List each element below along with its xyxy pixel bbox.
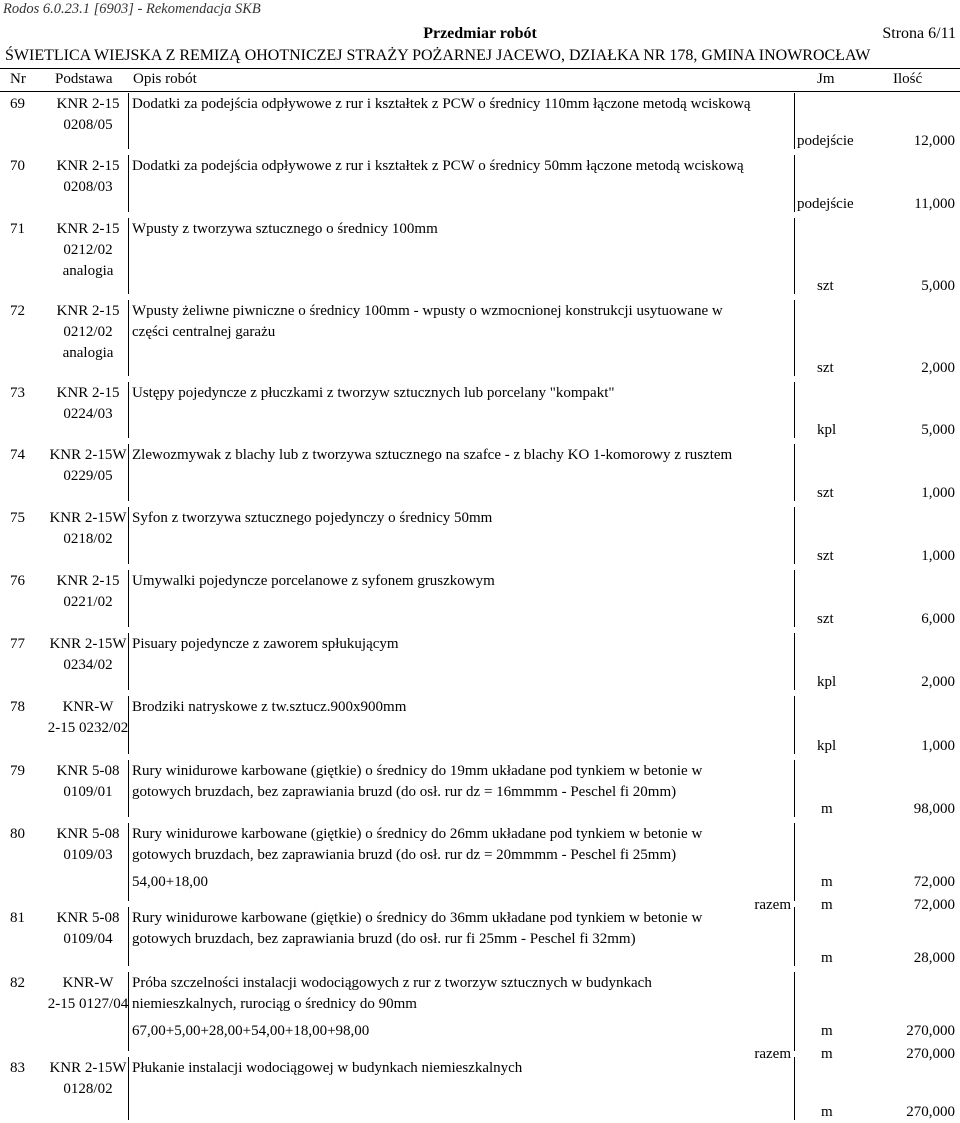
row-unit: kpl (817, 422, 837, 438)
row-number: 73 (10, 385, 25, 401)
col-header-ilosc: Ilość (893, 71, 923, 87)
row-basis: KNR 2-15 (56, 573, 120, 589)
row-number: 80 (10, 826, 25, 842)
row-basis: 0212/02 (63, 324, 113, 340)
row-qty: 270,000 (906, 1046, 955, 1062)
cell-border (794, 382, 795, 438)
row-qty: 5,000 (921, 422, 955, 438)
row-number: 77 (10, 636, 25, 652)
row-unit: kpl (817, 674, 837, 690)
row-razem-label: razem (754, 897, 791, 913)
row-qty: 2,000 (921, 674, 955, 690)
cell-border (794, 633, 795, 690)
row-qty: 98,000 (913, 801, 955, 817)
row-razem-label: razem (754, 1046, 791, 1062)
row-unit: szt (817, 360, 834, 376)
row-basis: 0109/04 (63, 931, 113, 947)
row-number: 71 (10, 221, 25, 237)
row-number: 83 (10, 1060, 25, 1076)
row-unit: podejście (797, 133, 854, 149)
row-basis: 2-15 0232/02 (47, 720, 129, 736)
cell-border (128, 696, 129, 754)
row-unit: kpl (817, 738, 837, 754)
cell-border (128, 507, 129, 564)
row-basis: KNR 5-08 (56, 826, 120, 842)
row-number: 81 (10, 910, 25, 926)
row-qty: 11,000 (914, 196, 955, 212)
row-basis: 0221/02 (63, 594, 113, 610)
cell-border (128, 382, 129, 438)
row-description: Dodatki za podejścia odpływowe z rur i kształtek z PCW o średnicy 50mm łączone metodą wciskową (132, 158, 744, 174)
row-qty: 2,000 (921, 360, 955, 376)
row-calc-qty: 270,000 (906, 1023, 955, 1039)
cell-border (794, 507, 795, 564)
row-unit: m (821, 1046, 833, 1062)
row-basis: KNR-W (62, 699, 114, 715)
row-basis: KNR 2-15W (49, 447, 127, 463)
row-basis: 0128/02 (63, 1081, 113, 1097)
app-title: Rodos 6.0.23.1 [6903] - Rekomendacja SKB (3, 1, 261, 17)
row-unit: szt (817, 485, 834, 501)
row-unit: m (821, 1104, 833, 1120)
row-basis: 0229/05 (63, 468, 113, 484)
cell-border (794, 972, 795, 1051)
row-description: gotowych bruzdach, bez zaprawiania bruzd (do osł. rur dz = 16mmmm - Peschel fi 20mm) (132, 784, 677, 800)
row-number: 82 (10, 975, 25, 991)
project-title: ŚWIETLICA WIEJSKA Z REMIZĄ OHOTNICZEJ STRAŻY POŻARNEJ JACEWO, DZIAŁKA NR 178, GMINA INOWROCŁAW (5, 47, 871, 64)
row-basis: 0212/02 (63, 242, 113, 258)
row-description: Wpusty z tworzywa sztucznego o średnicy 100mm (132, 221, 438, 237)
row-description: Płukanie instalacji wodociągowej w budynkach niemieszkalnych (132, 1060, 523, 1076)
cell-border (794, 444, 795, 501)
header-top-rule (0, 68, 960, 69)
row-basis: KNR 2-15W (49, 1060, 127, 1076)
cell-border (128, 907, 129, 966)
row-description: Wpusty żeliwne piwniczne o średnicy 100mm - wpusty o wzmocnionej konstrukcji usytuowane w (132, 303, 723, 319)
row-basis: KNR 2-15 (56, 385, 120, 401)
cell-border (128, 300, 129, 376)
row-number: 79 (10, 763, 25, 779)
row-description: Syfon z tworzywa sztucznego pojedynczy o średnicy 50mm (132, 510, 493, 526)
row-qty: 5,000 (921, 278, 955, 294)
row-basis: analogia (62, 345, 114, 361)
cell-border (128, 93, 129, 149)
cell-border (128, 155, 129, 212)
row-unit: szt (817, 548, 834, 564)
cell-border (794, 823, 795, 901)
row-calc-qty: 72,000 (913, 874, 955, 890)
row-unit: szt (817, 611, 834, 627)
row-description: Ustępy pojedyncze z płuczkami z tworzyw sztucznych lub porcelany "kompakt" (132, 385, 615, 401)
row-basis: analogia (62, 263, 114, 279)
row-basis: 0208/05 (63, 117, 113, 133)
row-description: niemieszkalnych, rurociąg o średnicy do 90mm (132, 996, 417, 1012)
row-basis: 0224/03 (63, 406, 113, 422)
row-basis: KNR 2-15W (49, 510, 127, 526)
row-description: Zlewozmywak z blachy lub z tworzywa sztucznego na szafce - z blachy KO 1-komorowy z rusztem (132, 447, 733, 463)
row-qty: 1,000 (921, 548, 955, 564)
cell-border (794, 93, 795, 149)
cell-border (794, 570, 795, 627)
row-description: Rury winidurowe karbowane (giętkie) o średnicy do 36mm układane pod tynkiem w betonie w (132, 910, 703, 926)
row-number: 76 (10, 573, 25, 589)
col-header-nr: Nr (10, 71, 26, 87)
cell-border (128, 633, 129, 690)
cell-border (794, 760, 795, 817)
row-description: części centralnej garażu (132, 324, 276, 340)
row-description: Brodziki natryskowe z tw.sztucz.900x900mm (132, 699, 407, 715)
row-number: 69 (10, 96, 25, 112)
row-number: 74 (10, 447, 25, 463)
row-basis: KNR 2-15 (56, 221, 120, 237)
row-basis: KNR 5-08 (56, 763, 120, 779)
row-description: Dodatki za podejścia odpływowe z rur i kształtek z PCW o średnicy 110mm łączone metodą wciskową (132, 96, 751, 112)
row-description: gotowych bruzdach, bez zaprawiania bruzd (do osł. rur dz = 20mmmm - Peschel fi 25mm) (132, 847, 677, 863)
row-calculation: 54,00+18,00 (132, 874, 208, 890)
row-qty: 6,000 (921, 611, 955, 627)
row-description: Rury winidurowe karbowane (giętkie) o średnicy do 19mm układane pod tynkiem w betonie w (132, 763, 703, 779)
col-header-opis: Opis robót (133, 71, 197, 87)
page-number: Strona 6/11 (882, 25, 956, 42)
col-header-jm: Jm (817, 71, 835, 87)
row-calc-unit: m (821, 1023, 833, 1039)
row-basis: KNR 2-15 (56, 96, 120, 112)
row-description: Pisuary pojedyncze z zaworem spłukującym (132, 636, 399, 652)
cell-border (128, 823, 129, 901)
row-number: 75 (10, 510, 25, 526)
row-description: Próba szczelności instalacji wodociągowych z rur z tworzyw sztucznych w budynkach (132, 975, 652, 991)
col-header-podstawa: Podstawa (55, 71, 113, 87)
row-number: 70 (10, 158, 25, 174)
row-description: Rury winidurowe karbowane (giętkie) o średnicy do 26mm układane pod tynkiem w betonie w (132, 826, 703, 842)
cell-border (128, 218, 129, 294)
cell-border (794, 696, 795, 754)
row-qty: 1,000 (921, 738, 955, 754)
cell-border (794, 218, 795, 294)
doc-title: Przedmiar robót (423, 25, 537, 42)
row-unit: podejście (797, 196, 854, 212)
cell-border (128, 570, 129, 627)
cell-border (794, 155, 795, 212)
cell-border (794, 907, 795, 966)
row-unit: szt (817, 278, 834, 294)
row-qty: 1,000 (921, 485, 955, 501)
cell-border (128, 444, 129, 501)
row-basis: 0109/01 (63, 784, 113, 800)
cell-border (794, 300, 795, 376)
row-qty: 72,000 (913, 897, 955, 913)
row-qty: 270,000 (906, 1104, 955, 1120)
cell-border (128, 972, 129, 1051)
row-description: gotowych bruzdach, bez zaprawiania bruzd (do osł. rur fi 25mm - Peschel fi 32mm) (132, 931, 636, 947)
cell-border (128, 1057, 129, 1120)
row-basis: KNR 2-15 (56, 158, 120, 174)
cell-border (794, 1057, 795, 1120)
row-unit: m (821, 801, 833, 817)
row-basis: 0208/03 (63, 179, 113, 195)
row-basis: 0218/02 (63, 531, 113, 547)
row-calculation: 67,00+5,00+28,00+54,00+18,00+98,00 (132, 1023, 370, 1039)
row-basis: 2-15 0127/04 (47, 996, 129, 1012)
row-basis: KNR 5-08 (56, 910, 120, 926)
row-basis: 0234/02 (63, 657, 113, 673)
row-number: 72 (10, 303, 25, 319)
cell-border (128, 760, 129, 817)
row-number: 78 (10, 699, 25, 715)
row-basis: KNR 2-15W (49, 636, 127, 652)
row-qty: 28,000 (913, 950, 955, 966)
row-basis: 0109/03 (63, 847, 113, 863)
row-unit: m (821, 950, 833, 966)
row-description: Umywalki pojedyncze porcelanowe z syfonem gruszkowym (132, 573, 495, 589)
row-basis: KNR 2-15 (56, 303, 120, 319)
row-unit: m (821, 897, 833, 913)
row-qty: 12,000 (913, 133, 955, 149)
row-calc-unit: m (821, 874, 833, 890)
row-basis: KNR-W (62, 975, 114, 991)
